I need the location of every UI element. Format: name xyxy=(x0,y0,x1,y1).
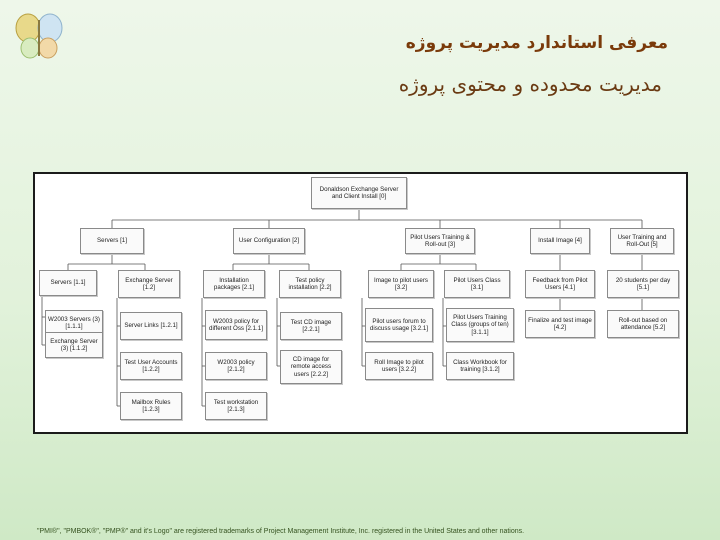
wbs-image-to-pilot: Image to pilot users [3.2] xyxy=(368,270,434,298)
wbs-w2003-servers: W2003 Servers (3) [1.1.1] xyxy=(45,310,103,336)
wbs-test-cd-image: Test CD image [2.2.1] xyxy=(280,312,342,340)
wbs-server-links: Server Links [1.2.1] xyxy=(120,312,182,340)
wbs-user-configuration: User Configuration [2] xyxy=(233,228,305,254)
wbs-students-per-day: 20 students per day [5.1] xyxy=(607,270,679,298)
wbs-servers: Servers [1] xyxy=(80,228,144,254)
wbs-pilot-forum: Pilot users forum to discuss usage [3.2.1] xyxy=(365,308,433,342)
butterfly-logo-icon xyxy=(8,8,70,66)
wbs-rollout-attendance: Roll-out based on attendance [5.2] xyxy=(607,310,679,338)
wbs-pilot-users-class: Pilot Users Class [3.1] xyxy=(444,270,510,298)
trademark-footer: "PMI®", "PMBOK®", "PMP®" and it's Logo" are registered trademarks of Project Management Institute, Inc. registered in the United States and other nations. xyxy=(37,528,525,535)
wbs-cd-image-remote: CD image for remote access users [2.2.2] xyxy=(280,350,342,384)
wbs-test-workstation: Test workstation [2.1.3] xyxy=(205,392,267,420)
wbs-mailbox-rules: Mailbox Rules [1.2.3] xyxy=(120,392,182,420)
page-title: معرفی استاندارد مدیریت پروژه xyxy=(405,33,668,53)
wbs-w2003-policy: W2003 policy [2.1.2] xyxy=(205,352,267,380)
wbs-pilot-training: Pilot Users Training & Roll-out [3] xyxy=(405,228,475,254)
page-subtitle: مدیریت محدوده و محتوی پروژه xyxy=(398,72,662,96)
wbs-diagram xyxy=(33,172,688,434)
wbs-class-workbook: Class Workbook for training [3.1.2] xyxy=(446,352,514,380)
wbs-pilot-training-class: Pilot Users Training Class (groups of ten) [3.1.1] xyxy=(446,308,514,342)
wbs-test-user-accounts: Test User Accounts [1.2.2] xyxy=(120,352,182,380)
wbs-test-policy: Test policy installation [2.2] xyxy=(279,270,341,298)
wbs-user-rollout: User Training and Roll-Out [5] xyxy=(610,228,674,254)
wbs-roll-image: Roll Image to pilot users [3.2.2] xyxy=(365,352,433,380)
wbs-exchange-servers-3: Exchange Server (3) [1.1.2] xyxy=(45,332,103,358)
wbs-install-image: Install Image [4] xyxy=(530,228,590,254)
wbs-finalize-image: Finalize and test image [4.2] xyxy=(525,310,595,338)
wbs-installation-packages: Installation packages [2.1] xyxy=(203,270,265,298)
wbs-w2003-policy-oss: W2003 policy for different Oss [2.1.1] xyxy=(205,310,267,340)
wbs-exchange-server: Exchange Server [1.2] xyxy=(118,270,180,298)
wbs-feedback-pilot: Feedback from Pilot Users [4.1] xyxy=(525,270,595,298)
wbs-servers-1-1: Servers [1.1] xyxy=(39,270,97,296)
wbs-root: Donaldson Exchange Server and Client Install [0] xyxy=(311,177,407,209)
